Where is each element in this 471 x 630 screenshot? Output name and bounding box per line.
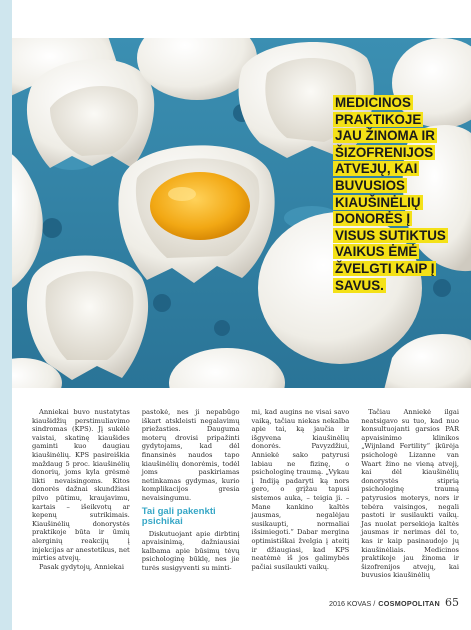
pull-quote-line: VISUS SUTIKTUS <box>335 227 446 243</box>
paragraph: mi, kad augins ne visai savo vaiką, tačiau niekas nekalba apie tai, ką jaučia ir išgyvena kiaušinėlių donorės. Pavyzdžiui, Anniekė sako patyrusi labiau ne fizinę, o psichologinę traumą. „Vykau į Indiją padaryti ką nors gero, o grįžau tapusi sistemos auka, – teigia ji. – Mane kankino kaltės jausmas, negalėjau susikaupti, normaliai išsimiegoti.“ Dabar mergina optimistiškai žvelgia į ateitį ir džiaugiasi, kad KPS neatėmė iš jos galimybės pačiai susilaukti vaikų. <box>251 408 350 571</box>
paragraph: Diskutuojant apie dirbtinį apvaisinimą, dažniausiai kalbama apie būsimų tėvų psichologinę būklę, nes jie turės susigyventi su minti- <box>141 529 240 572</box>
pull-quote-line: BUVUSIOS <box>335 177 405 193</box>
page-number: 65 <box>445 596 459 609</box>
section-subheading <box>142 507 240 527</box>
paragraph: pastokė, nes ji nepabūgo iškart atskleisti negalavimų priežasties. Dauguma moterų drovisi pripažinti gydytojams, kad dėl finansinės naudos tapo kiaušinėlių donorėmis, todėl joms paskiriamas netinkamas gydymas, kurio komplikacijos gresia nevaisingumu. <box>141 408 240 502</box>
pull-quote-line: SAVUS. <box>335 277 384 293</box>
pull-quote-line: ŠIZOFRENIJOS <box>335 144 434 160</box>
pull-quote-line: ŽVELGTI KAIP Į <box>335 260 435 276</box>
pull-quote-line: JAU ŽINOMA IR <box>335 128 435 144</box>
pull-quote <box>333 95 471 294</box>
column-2 <box>142 408 240 588</box>
pull-quote-line: ATVEJŲ, KAI <box>335 161 418 177</box>
magazine-page <box>12 0 471 630</box>
column-3 <box>252 408 350 588</box>
pull-quote-line: KIAUŠINĖLIŲ <box>335 194 421 210</box>
pull-quote-line: VAIKUS ĖMĖ <box>335 244 418 260</box>
subheading-line: Tai gali pakenkti <box>141 505 216 517</box>
paragraph: Anniekai buvo nustatytas kiaušidžių perstimuliavimo sindromas (KPS). Jį sukėlė vaistai, skatinę kiaušides gaminti kuo daugiau kiaušinėlių. KPS pasireiškia maždaug 5 proc. kiaušinėlių donorių, joms kyla grėsmė likti nevaisingoms. Kitos donorės dažnai skundžiasi pilvo pūtimu, kraujavimu, kartais – išeikvotų ar kepenų sutrikimais. Kiaušinėlių donorystės praktikoje būta ir ūmių alerginių reakcijų į injekcijas ar anestetikus, net mirties atvejų. <box>32 408 130 563</box>
magazine-brand: COSMOPOLITAN <box>378 599 440 608</box>
article-body <box>32 408 459 588</box>
column-1 <box>32 408 130 588</box>
issue-date: 2016 KOVAS / <box>329 599 376 608</box>
subheading-line: psichikai <box>141 515 183 527</box>
pull-quote-line: DONORĖS Į <box>335 211 411 227</box>
page-footer <box>329 596 459 609</box>
paragraph: Tačiau Anniekė ilgai neatsigavo su tuo, kad nuo konsultuojanti garsios PAR apvaisinimo klinikos „Wijnland Fertility“ įkūrėja psichologė Lizanne van Waart žino ne vieną atvejį, kai dėl kiaušinėlių donorystės stiprią psichologinę traumą patyrusios moterys, nors ir tebėra vaisingos, negali pastoti ir susilaukti vaikų. Jas nuolat persekioja kaltės jausmas ir nerimas dėl to, kas ir kaip pasinaudojo jų kiaušinėliais. Medicinos praktikoje jau žinoma ir šizofrenijos atvejų, kai buvusios kiaušinėlių <box>361 408 459 580</box>
pull-quote-line: MEDICINOS <box>335 95 411 110</box>
pull-quote-line: PRAKTIKOJE <box>335 111 422 127</box>
paragraph: Pasak gydytojų, Anniekai <box>39 562 124 571</box>
column-4 <box>361 408 459 588</box>
